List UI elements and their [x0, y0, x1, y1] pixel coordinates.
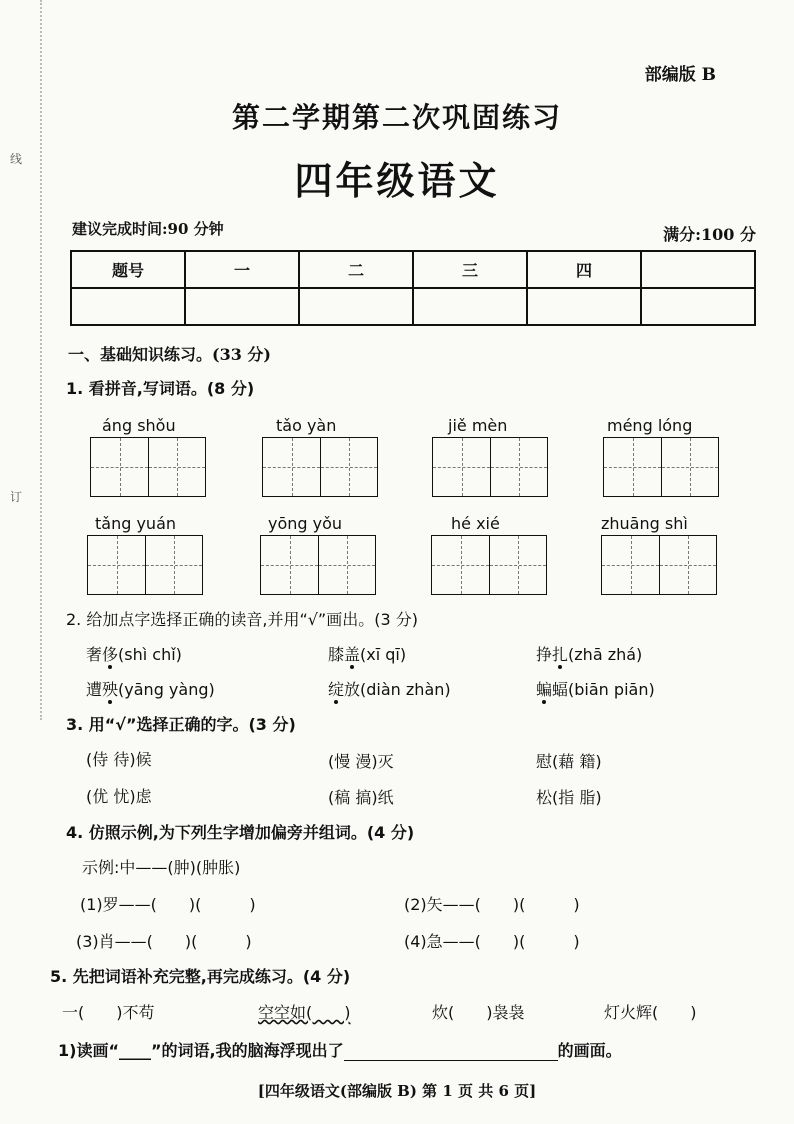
- writing-grid[interactable]: [432, 437, 548, 497]
- question-3-title: 3. 用“√”选择正确的字。(3 分): [66, 715, 296, 734]
- dotted-char: 蝙: [536, 680, 553, 699]
- question-1-title: 1. 看拼音,写词语。(8 分): [66, 379, 255, 398]
- score-cell[interactable]: [71, 288, 185, 325]
- radical-item[interactable]: (4)急——( )( ): [404, 932, 580, 951]
- score-cell[interactable]: [413, 288, 527, 325]
- pinyin-options: (xī qī): [360, 645, 407, 664]
- reading-choice[interactable]: [328, 677, 451, 700]
- word-box: [601, 514, 719, 595]
- score-head-cell: 三: [413, 251, 527, 288]
- radical-item[interactable]: (3)肖——( )( ): [76, 932, 252, 951]
- question-4-title: 4. 仿照示例,为下列生字增加偏旁并组词。(4 分): [66, 823, 415, 842]
- reading-choice[interactable]: [86, 677, 215, 700]
- score-cell[interactable]: [185, 288, 299, 325]
- page-footer: [四年级语文(部编版 B) 第 1 页 共 6 页]: [257, 1082, 537, 1100]
- suggested-time: 建议完成时间:90 分钟: [72, 220, 224, 238]
- dotted-char: 绽: [328, 680, 345, 699]
- example: 示例:中——(肿)(肿胀): [82, 858, 241, 877]
- idiom-item[interactable]: [258, 1000, 351, 1023]
- char-choice[interactable]: 松(指 脂): [536, 788, 602, 807]
- page-title: 四年级语文: [294, 159, 500, 203]
- writing-grid[interactable]: [262, 437, 378, 497]
- pinyin: zhuāng shì: [601, 514, 688, 533]
- char-choice[interactable]: 慰(藉 籍): [536, 752, 602, 771]
- sub-prefix: 1)读画“: [58, 1041, 119, 1060]
- word-box: [87, 514, 205, 595]
- radical-item[interactable]: (2)矢——( )( ): [404, 895, 580, 914]
- subquestion-1: [58, 1038, 622, 1061]
- score-head-cell: 一: [185, 251, 299, 288]
- reading-choice[interactable]: [86, 642, 182, 665]
- writing-grid[interactable]: [431, 535, 547, 595]
- pinyin-options: (yāng yàng): [118, 680, 215, 699]
- idiom-item[interactable]: 灯火辉( ): [604, 1003, 697, 1022]
- score-head-cell: 题号: [71, 251, 185, 288]
- binding-mark: 订: [10, 490, 23, 504]
- pinyin: jiě mèn: [448, 416, 508, 435]
- char: 膝: [328, 645, 345, 664]
- pinyin-options: (shì chǐ): [118, 645, 182, 664]
- writing-grid[interactable]: [90, 437, 206, 497]
- section-title: 一、基础知识练习。(33 分): [68, 345, 271, 364]
- dotted-char: 扎: [552, 645, 569, 664]
- answer-blank[interactable]: [344, 1041, 558, 1061]
- pinyin-options: (biān piān): [568, 680, 655, 699]
- char-choice[interactable]: (稿 搞)纸: [328, 788, 394, 807]
- score-table: [70, 250, 756, 326]
- pinyin: tǎo yàn: [276, 416, 337, 435]
- char: 放: [344, 680, 361, 699]
- dotted-char: 侈: [102, 645, 119, 664]
- writing-grid[interactable]: [603, 437, 719, 497]
- idiom-item[interactable]: 炊( )袅袅: [432, 1003, 525, 1022]
- pinyin-options: (diàn zhàn): [360, 680, 451, 699]
- radical-item[interactable]: (1)罗——( )( ): [80, 895, 256, 914]
- char-choice[interactable]: (优 忧)虑: [86, 787, 152, 806]
- pinyin: hé xié: [451, 514, 500, 533]
- char: 挣: [536, 645, 553, 664]
- score-cell[interactable]: [527, 288, 641, 325]
- word-box: [603, 416, 721, 497]
- writing-grid[interactable]: [601, 535, 717, 595]
- dotted-char: 殃: [102, 680, 119, 699]
- score-head-cell: 二: [299, 251, 413, 288]
- full-score: 满分:100 分: [663, 225, 756, 244]
- word-box: [262, 416, 380, 497]
- reading-choice[interactable]: [536, 677, 655, 700]
- reading-choice[interactable]: [328, 642, 406, 665]
- idiom-item[interactable]: 一( )不苟: [62, 1003, 155, 1022]
- blank-marker: ____: [118, 1041, 151, 1060]
- char: 遭: [86, 680, 103, 699]
- char: 蝠: [552, 680, 569, 699]
- score-cell[interactable]: [299, 288, 413, 325]
- pinyin: méng lóng: [607, 416, 693, 435]
- word-box: [260, 514, 378, 595]
- question-5-title: 5. 先把词语补充完整,再完成练习。(4 分): [50, 967, 351, 986]
- reading-choice[interactable]: [536, 642, 642, 665]
- sub-end: 的画面。: [557, 1041, 622, 1060]
- score-head-cell: [641, 251, 755, 288]
- idiom-text: 空空如( ): [258, 1003, 351, 1022]
- question-2-title: 2. 给加点字选择正确的读音,并用“√”画出。(3 分): [66, 610, 418, 629]
- pinyin: áng shǒu: [102, 416, 176, 435]
- pinyin: tǎng yuán: [95, 514, 177, 533]
- score-table-row: [71, 288, 755, 325]
- char: 奢: [86, 645, 103, 664]
- score-table-head: [71, 251, 755, 288]
- sub-text: ”的词语,我的脑海浮现出了: [150, 1041, 344, 1060]
- word-box: [432, 416, 550, 497]
- word-box: [90, 416, 208, 497]
- word-box: [431, 514, 549, 595]
- pinyin: yōng yǒu: [268, 514, 343, 533]
- char-choice[interactable]: (慢 漫)灭: [328, 752, 394, 771]
- writing-grid[interactable]: [260, 535, 376, 595]
- score-cell[interactable]: [641, 288, 755, 325]
- dotted-char: 盖: [344, 645, 361, 664]
- writing-grid[interactable]: [87, 535, 203, 595]
- series-title: 第二学期第二次巩固练习: [231, 101, 562, 134]
- pinyin-options: (zhā zhá): [568, 645, 643, 664]
- score-head-cell: 四: [527, 251, 641, 288]
- char-choice[interactable]: (侍 待)候: [86, 750, 152, 769]
- edition-label: 部编版 B: [644, 65, 716, 85]
- binding-mark: 线: [10, 152, 23, 166]
